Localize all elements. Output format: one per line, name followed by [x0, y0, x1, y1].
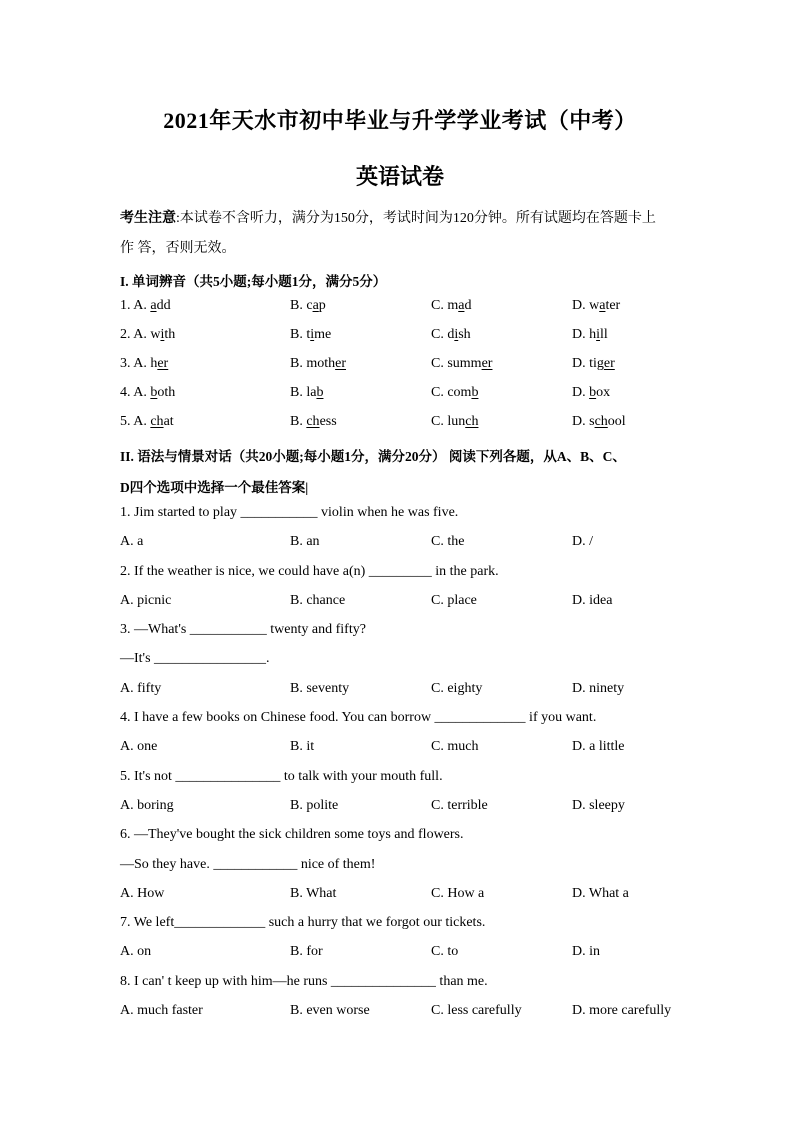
underlined-letters: b: [316, 385, 324, 400]
question-text: 2. If the weather is nice, we could have a(n) _________ in the park.: [120, 564, 499, 579]
underlined-letters: b: [471, 385, 479, 400]
answer-option[interactable]: B. chance: [290, 593, 346, 608]
notice-line-2: 作 答，否则无效。: [120, 241, 236, 256]
answer-options: [120, 593, 700, 613]
answer-options: [120, 944, 700, 964]
answer-option[interactable]: B. it: [290, 739, 315, 754]
answer-option[interactable]: A. picnic: [120, 593, 172, 608]
underlined-letters: ch: [465, 414, 479, 429]
underlined-letters: i: [454, 327, 459, 342]
answer-option[interactable]: D. sleepy: [572, 798, 625, 813]
underlined-letters: a: [458, 298, 465, 313]
underlined-letters: er: [335, 356, 347, 371]
exam-subtitle: 英语试卷: [355, 164, 444, 189]
answer-options: [120, 1003, 700, 1023]
underlined-letters: ch: [594, 414, 608, 429]
question-text: —So they have. ____________ nice of them!: [120, 857, 376, 872]
answer-option[interactable]: D. idea: [572, 593, 613, 608]
answer-option[interactable]: B. even worse: [290, 1003, 370, 1018]
underlined-letters: er: [603, 356, 615, 371]
answer-option[interactable]: C. eighty: [431, 681, 483, 696]
answer-options: [120, 681, 700, 701]
phonetics-option: B. lab: [290, 385, 324, 400]
exam-title: 2021年天水市初中毕业与升学学业考试（中考）: [163, 108, 637, 133]
phonetics-option: B. chess: [290, 414, 337, 429]
phonetics-option: 5. A. chat: [120, 414, 174, 429]
underlined-letters: b: [589, 385, 597, 400]
underlined-letters: i: [596, 327, 601, 342]
notice-line-1: [120, 207, 656, 227]
answer-option[interactable]: C. the: [431, 534, 465, 549]
phonetics-option: B. cap: [290, 298, 326, 313]
answer-option[interactable]: B. seventy: [290, 681, 350, 696]
answer-option[interactable]: D. ninety: [572, 681, 625, 696]
underlined-letters: er: [157, 356, 169, 371]
answer-options: [120, 739, 700, 759]
answer-option[interactable]: C. place: [431, 593, 477, 608]
phonetics-option: C. comb: [431, 385, 479, 400]
answer-option[interactable]: A. a: [120, 534, 144, 549]
phonetics-row: [120, 356, 700, 376]
underlined-letters: ch: [306, 414, 320, 429]
answer-option[interactable]: D. in: [572, 944, 600, 959]
answer-option[interactable]: D. /: [572, 534, 593, 549]
answer-option[interactable]: A. fifty: [120, 681, 162, 696]
answer-option[interactable]: A. one: [120, 739, 158, 754]
answer-option[interactable]: C. terrible: [431, 798, 488, 813]
phonetics-option: D. school: [572, 414, 626, 429]
answer-option[interactable]: D. a little: [572, 739, 625, 754]
phonetics-option: B. mother: [290, 356, 347, 371]
notice-label: 考生注意: [120, 211, 176, 226]
answer-options: [120, 534, 700, 554]
question-text: 8. I can' t keep up with him—he runs _______________ than me.: [120, 974, 488, 989]
answer-option[interactable]: C. to: [431, 944, 459, 959]
phonetics-row: [120, 298, 700, 318]
answer-option[interactable]: B. What: [290, 886, 337, 901]
answer-option[interactable]: A. boring: [120, 798, 174, 813]
question-text: —It's ________________.: [120, 651, 270, 666]
underlined-letters: a: [312, 298, 319, 313]
section-2-heading-2: D四个选项中选择一个最佳答案|: [120, 480, 309, 495]
phonetics-option: 4. A. both: [120, 385, 176, 400]
answer-option[interactable]: A. on: [120, 944, 152, 959]
answer-option[interactable]: A. much faster: [120, 1003, 203, 1018]
answer-option[interactable]: C. much: [431, 739, 479, 754]
underlined-letters: i: [310, 327, 315, 342]
question-text: 4. I have a few books on Chinese food. You can borrow _____________ if you want.: [120, 710, 597, 725]
underlined-letters: ch: [150, 414, 164, 429]
section-2-heading-1: II. 语法与情景对话（共20小题;每小题1分，满分20分） 阅读下列各题，从A、B、C、: [120, 449, 626, 464]
phonetics-option: C. lunch: [431, 414, 479, 429]
underlined-letters: er: [481, 356, 493, 371]
answer-option[interactable]: B. for: [290, 944, 323, 959]
phonetics-option: 3. A. her: [120, 356, 169, 371]
underlined-letters: b: [150, 385, 158, 400]
phonetics-option: C. summer: [431, 356, 493, 371]
question-text: 7. We left_____________ such a hurry that we forgot our tickets.: [120, 915, 486, 930]
phonetics-option: D. tiger: [572, 356, 615, 371]
notice-text-1: :本试卷不含听力，满分为150分，考试时间为120分钟。所有试题均在答题卡上: [176, 211, 656, 226]
answer-option[interactable]: A. How: [120, 886, 165, 901]
underlined-letters: a: [150, 298, 157, 313]
question-text: 5. It's not _______________ to talk with your mouth full.: [120, 769, 443, 784]
phonetics-option: D. water: [572, 298, 621, 313]
answer-option[interactable]: D. What a: [572, 886, 629, 901]
question-text: 1. Jim started to play ___________ violin when he was five.: [120, 505, 459, 520]
section-1-heading: I. 单词辨音（共5小题;每小题1分，满分5分）: [120, 274, 387, 289]
answer-options: [120, 798, 700, 818]
phonetics-option: D. hill: [572, 327, 608, 342]
question-text: 3. —What's ___________ twenty and fifty?: [120, 622, 366, 637]
answer-option[interactable]: C. less carefully: [431, 1003, 522, 1018]
answer-option[interactable]: B. an: [290, 534, 320, 549]
phonetics-row: [120, 414, 700, 434]
phonetics-row: [120, 385, 700, 405]
answer-option[interactable]: D. more carefully: [572, 1003, 672, 1018]
underlined-letters: a: [599, 298, 606, 313]
phonetics-option: B. time: [290, 327, 332, 342]
phonetics-option: 1. A. add: [120, 298, 171, 313]
phonetics-option: C. dish: [431, 327, 471, 342]
phonetics-option: C. mad: [431, 298, 472, 313]
phonetics-row: [120, 327, 700, 347]
phonetics-option: D. box: [572, 385, 611, 400]
underlined-letters: i: [160, 327, 165, 342]
answer-options: [120, 886, 700, 906]
question-text: 6. —They've bought the sick children some toys and flowers.: [120, 827, 464, 842]
phonetics-option: 2. A. with: [120, 327, 176, 342]
answer-option[interactable]: C. How a: [431, 886, 485, 901]
answer-option[interactable]: B. polite: [290, 798, 339, 813]
